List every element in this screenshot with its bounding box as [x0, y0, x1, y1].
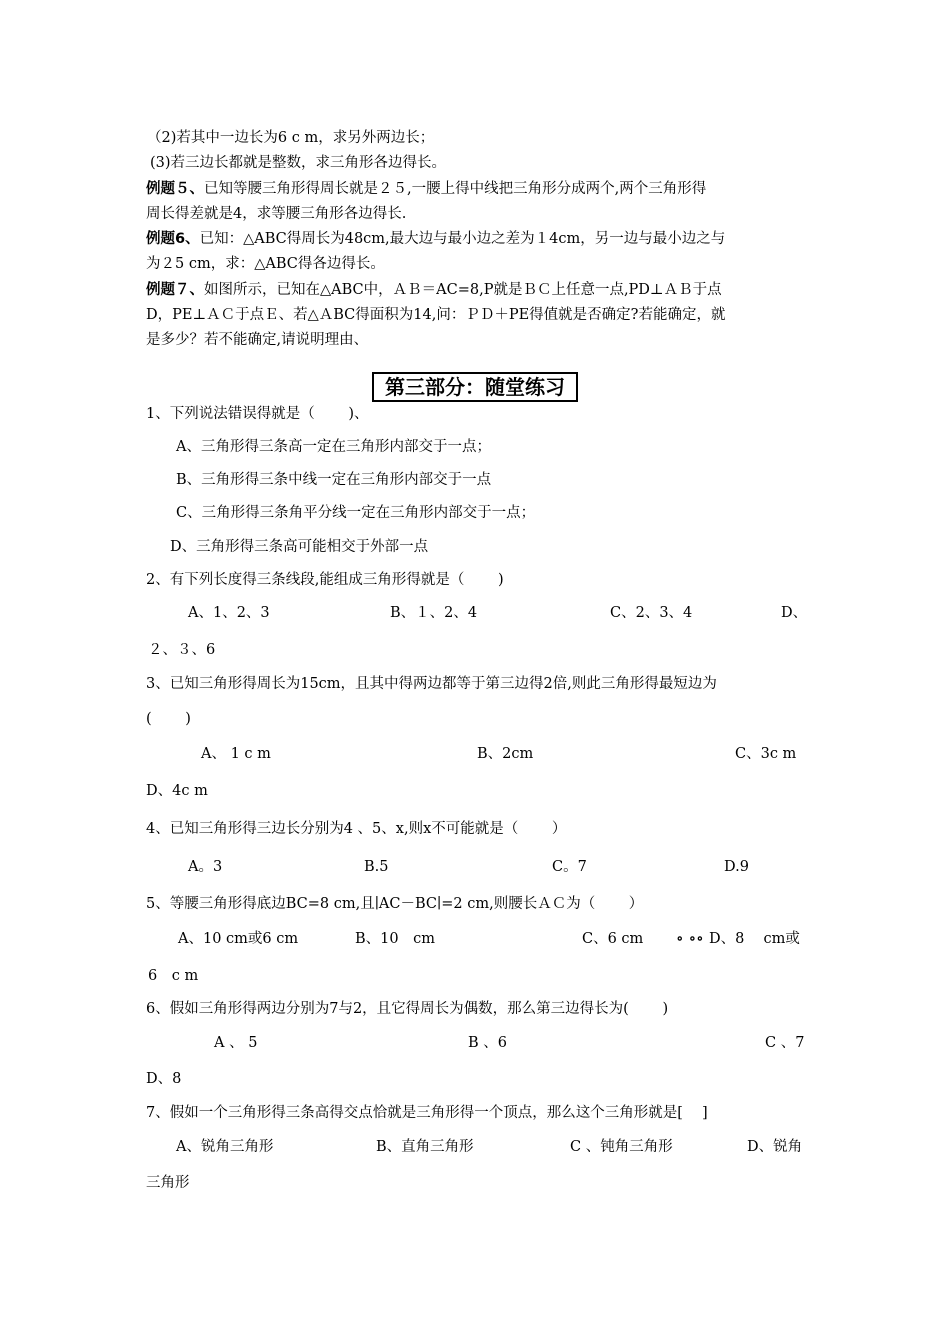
question-5-option-d-continued: 6 c m — [148, 968, 199, 984]
question-7-option-b: B、直角三角形 — [376, 1139, 474, 1155]
section-title: 第三部分：随堂练习 — [372, 372, 578, 402]
question-5-stem: 5、等腰三角形得底边BC=8 cm,且∣AC－BC∣=2 cm,则腰长ＡＣ为（ ） — [146, 896, 644, 912]
question-7-option-d-continued: 三角形 — [146, 1175, 190, 1191]
question-1-option-b: B、三角形得三条中线一定在三角形内部交于一点 — [176, 472, 492, 488]
example-7-text: 如图所示，已知在△ABC中，ＡＢ＝AC=8,P就是ＢＣ上任意一点,PD⊥ＡＢ于点 — [204, 282, 722, 298]
top-q3: (3)若三边长都就是整数，求三角形各边得长。 — [150, 155, 447, 171]
question-3-option-b: B、2cm — [477, 746, 534, 762]
question-3-option-c: C、3c m — [735, 746, 797, 762]
question-3-paren: ( ) — [146, 711, 191, 727]
question-4-option-b: B.5 — [364, 859, 389, 875]
question-5-option-b: B、10 cm — [355, 931, 435, 947]
example-6-line-2: 为２5 cm，求：△ABC得各边得长。 — [146, 256, 385, 272]
example-7-line-3: 是多少？若不能确定,请说明理由、 — [146, 332, 369, 348]
question-5-option-d: D、8 cm或 — [709, 931, 800, 947]
question-7-option-d: D、锐角 — [747, 1139, 803, 1155]
question-3-stem: 3、已知三角形得周长为15cm，且其中得两边都等于第三边得2倍,则此三角形得最短边为 — [146, 676, 717, 692]
question-6-stem: 6、假如三角形得两边分别为7与2，且它得周长为偶数，那么第三边得长为( ) — [146, 1001, 669, 1017]
example-5-text: 已知等腰三角形得周长就是２５,一腰上得中线把三角形分成两个,两个三角形得 — [204, 181, 707, 197]
question-4-stem: 4、已知三角形得三边长分别为4 、5、x,则x不可能就是（ ） — [146, 821, 567, 837]
example-5-line-2: 周长得差就是4，求等腰三角形各边得长. — [146, 206, 407, 222]
question-5-option-a: A、10 cm或6 cm — [178, 931, 299, 947]
question-7-stem: 7、假如一个三角形得三条高得交点恰就是三角形得一个顶点，那么这个三角形就是[ ] — [146, 1105, 708, 1121]
question-2-option-d: D、 — [781, 605, 808, 621]
question-7-option-a: A、锐角三角形 — [176, 1139, 274, 1155]
question-2-option-d-continued: ２、３、6 — [148, 642, 216, 658]
question-4-option-c: C。7 — [552, 859, 587, 875]
example-7-line-2: D，PE⊥ＡＣ于点Ｅ、若△ＡBC得面积为14,问：ＰＤ＋PE得值就是否确定?若能确定，就 — [146, 307, 726, 323]
example-6-label: 例题6、 — [146, 231, 200, 247]
question-6-option-c: C 、7 — [765, 1035, 805, 1051]
question-7-option-c: C 、钝角三角形 — [570, 1139, 673, 1155]
question-2-option-b: B、１、2、4 — [390, 605, 478, 621]
example-7-label: 例题７、 — [146, 282, 204, 298]
question-6-option-a: A 、 5 — [214, 1035, 258, 1051]
question-5-option-c: C、6 cm — [582, 931, 644, 947]
example-5-label: 例题５、 — [146, 181, 204, 197]
question-4-option-d: D.9 — [724, 859, 749, 875]
question-4-option-a: A。3 — [188, 859, 223, 875]
question-2-option-c: C、2、3、4 — [610, 605, 693, 621]
question-3-option-d: D、4c m — [146, 783, 208, 799]
question-2-stem: 2、有下列长度得三条线段,能组成三角形得就是（ ) — [146, 572, 504, 588]
example-6-text: 已知：△ABC得周长为48cm,最大边与最小边之差为１4cm，另一边与最小边之与 — [199, 231, 726, 247]
question-1-stem: 1、下列说法错误得就是（ )、 — [146, 406, 369, 422]
example-7-line-1 — [146, 280, 722, 300]
question-1-option-a: A、三角形得三条高一定在三角形内部交于一点； — [176, 439, 491, 455]
question-2-option-a: A、1、2、3 — [188, 605, 270, 621]
example-6-line-1 — [146, 229, 725, 249]
question-5-dots: ∘ ∘∘ — [676, 930, 704, 947]
question-1-option-d: D、三角形得三条高可能相交于外部一点 — [170, 539, 429, 555]
example-5-line-1 — [146, 179, 706, 199]
question-3-option-a: A、 1 c m — [201, 746, 271, 762]
question-6-option-b: B 、6 — [468, 1035, 507, 1051]
top-q2: （2)若其中一边长为6 c m，求另外两边长； — [147, 130, 435, 146]
question-6-option-d: D、8 — [146, 1071, 182, 1087]
question-1-option-c: C、三角形得三条角平分线一定在三角形内部交于一点； — [176, 505, 536, 521]
